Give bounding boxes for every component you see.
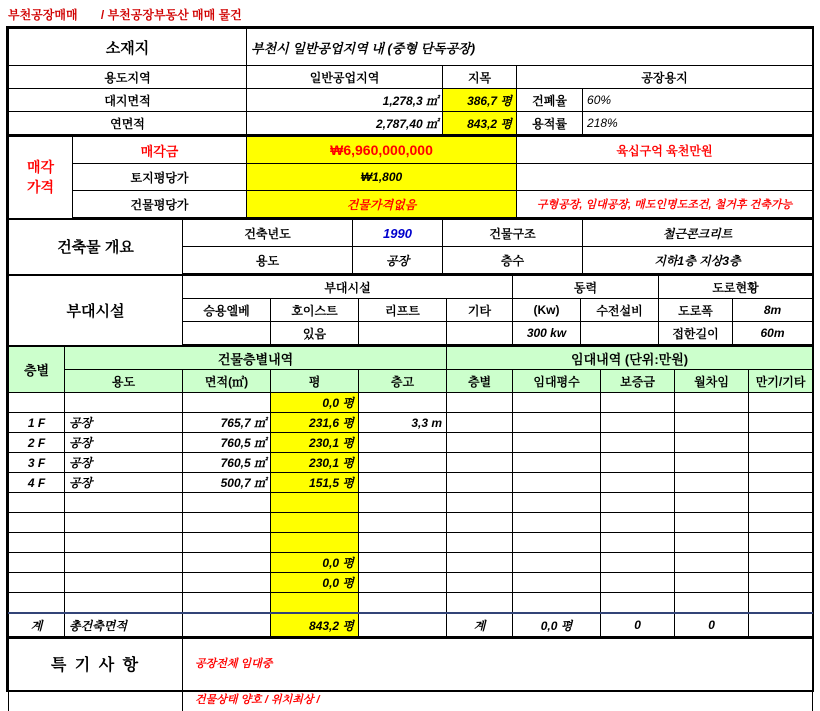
- lease-cell-rent: [675, 453, 749, 473]
- floor-cell-m2: [183, 553, 271, 573]
- facility-table: [8, 275, 813, 346]
- land-unit-price-note: [517, 164, 813, 191]
- lease-cell-floor: [447, 593, 513, 614]
- facility-col-hoist: 호이스트: [271, 299, 359, 322]
- floor-total-py: 843,2 평: [271, 613, 359, 637]
- floor-cell-floor: [9, 573, 65, 593]
- remarks-line-1: 공장전체 임대중: [183, 639, 813, 688]
- remarks-line-2: 건물상태 양호 / 위치최상 /: [183, 687, 813, 711]
- lease-cell-py: [513, 453, 601, 473]
- floor-cell-floor: [9, 513, 65, 533]
- power-kw-value: 300 kw: [513, 322, 581, 346]
- land-unit-price-label: 토지평당가: [73, 164, 247, 191]
- floor-cell-height: [359, 553, 447, 573]
- lease-cell-deposit: [601, 493, 675, 513]
- lease-total-py: 0,0 평: [513, 613, 601, 637]
- floor-cell-height: [359, 493, 447, 513]
- lease-cell-deposit: [601, 533, 675, 553]
- lease-cell-deposit: [601, 433, 675, 453]
- summary-table: [8, 28, 813, 136]
- floor-cell-use: [65, 573, 183, 593]
- lease-cell-etc: [749, 433, 813, 453]
- floor-table-corner: 층별: [9, 347, 65, 393]
- building-unit-price-label: 건물평당가: [73, 191, 247, 219]
- table-row: [9, 513, 813, 533]
- floor-cell-m2: [183, 393, 271, 413]
- lease-cell-etc: [749, 473, 813, 493]
- floor-cell-floor: [9, 493, 65, 513]
- building-outline-table: [8, 219, 813, 275]
- floors-value: 지하1층 지상3층: [583, 247, 813, 275]
- floor-cell-py: 0,0 평: [271, 553, 359, 573]
- lease-total-deposit: 0: [601, 613, 675, 637]
- floor-cell-use: [65, 493, 183, 513]
- sale-price-words: 육십구억 육천만원: [517, 137, 813, 164]
- lease-cell-floor: [447, 573, 513, 593]
- floor-cell-m2: [183, 493, 271, 513]
- far-value: 218%: [583, 112, 813, 136]
- facility-val-elevator: [183, 322, 271, 346]
- floor-cell-use: 공장: [65, 473, 183, 493]
- lease-cell-rent: [675, 533, 749, 553]
- facility-label: 부대시설: [9, 276, 183, 346]
- lease-header-deposit: 보증금: [601, 370, 675, 393]
- road-header: 도로현황: [659, 276, 813, 299]
- floor-cell-py: 0,0 평: [271, 573, 359, 593]
- road-width-label: 도로폭: [659, 299, 733, 322]
- site-area-label: 대지면적: [9, 89, 247, 112]
- lease-total-etc: [749, 613, 813, 637]
- lease-cell-etc: [749, 453, 813, 473]
- lease-cell-deposit: [601, 553, 675, 573]
- floors-label: 층수: [443, 247, 583, 275]
- price-group-label-1: 매각: [26, 159, 55, 176]
- floor-cell-m2: 500,7 ㎡: [183, 473, 271, 493]
- lease-cell-etc: [749, 593, 813, 614]
- total-floor-m2: 2,787,40 ㎡: [247, 112, 443, 136]
- power-water-label: 수전설비: [581, 299, 659, 322]
- location-label: 소재지: [9, 29, 247, 66]
- building-use-label: 용도: [183, 247, 353, 275]
- facility-val-lift: [359, 322, 447, 346]
- site-area-m2: 1,278,3 ㎡: [247, 89, 443, 112]
- location-value: 부천시 일반공업지역 내 (중형 단독공장): [247, 29, 813, 66]
- floor-cell-use: [65, 393, 183, 413]
- floor-header-m2: 면적(㎡): [183, 370, 271, 393]
- floor-total-m2: [183, 613, 271, 637]
- floor-cell-use: 공장: [65, 453, 183, 473]
- floor-cell-floor: [9, 533, 65, 553]
- detail-table: [8, 346, 813, 638]
- floor-header-use: 용도: [65, 370, 183, 393]
- price-group-label: [9, 137, 73, 219]
- structure-value: 철근콘크리트: [583, 220, 813, 247]
- power-water-value: [581, 322, 659, 346]
- lease-header-py: 임대평수: [513, 370, 601, 393]
- lease-cell-py: [513, 433, 601, 453]
- floor-cell-height: [359, 593, 447, 614]
- remarks-table: [8, 638, 813, 711]
- road-adjacent-label: 접한길이: [659, 322, 733, 346]
- floor-cell-floor: 2 F: [9, 433, 65, 453]
- lease-cell-py: [513, 533, 601, 553]
- lease-cell-rent: [675, 413, 749, 433]
- building-unit-price-value: 건물가격없음: [247, 191, 517, 219]
- lease-cell-py: [513, 553, 601, 573]
- road-adjacent-value: 60m: [733, 322, 813, 346]
- floor-cell-py: 230,1 평: [271, 453, 359, 473]
- floor-cell-use: [65, 533, 183, 553]
- lease-cell-py: [513, 513, 601, 533]
- table-row: [9, 553, 813, 573]
- lease-cell-deposit: [601, 393, 675, 413]
- lease-cell-rent: [675, 593, 749, 614]
- structure-label: 건물구조: [443, 220, 583, 247]
- property-sheet: [6, 26, 814, 706]
- zoning-label: 용도지역: [9, 66, 247, 89]
- lease-cell-etc: [749, 413, 813, 433]
- floor-cell-use: [65, 553, 183, 573]
- floor-cell-height: [359, 473, 447, 493]
- facility-header: 부대시설: [183, 276, 513, 299]
- floor-cell-py: [271, 593, 359, 614]
- lease-cell-rent: [675, 393, 749, 413]
- floor-header-height: 층고: [359, 370, 447, 393]
- lease-cell-etc: [749, 493, 813, 513]
- floor-cell-m2: [183, 593, 271, 614]
- total-floor-py: 843,2 평: [443, 112, 517, 136]
- floor-cell-py: [271, 533, 359, 553]
- power-header: 동력: [513, 276, 659, 299]
- floor-cell-py: [271, 493, 359, 513]
- floor-cell-height: [359, 433, 447, 453]
- lease-cell-deposit: [601, 573, 675, 593]
- sale-price-label: 매각금: [73, 137, 247, 164]
- lease-total-rent: 0: [675, 613, 749, 637]
- lease-cell-rent: [675, 493, 749, 513]
- lease-cell-rent: [675, 433, 749, 453]
- lease-cell-floor: [447, 533, 513, 553]
- lease-cell-floor: [447, 393, 513, 413]
- table-row: [9, 573, 813, 593]
- floor-table-title: 건물층별내역: [65, 347, 447, 370]
- floor-cell-py: 230,1 평: [271, 433, 359, 453]
- floor-cell-height: [359, 513, 447, 533]
- remarks-label: 특 기 사 항: [9, 639, 183, 688]
- floor-header-py: 평: [271, 370, 359, 393]
- lease-cell-py: [513, 413, 601, 433]
- lease-cell-etc: [749, 573, 813, 593]
- document-top-title: [8, 6, 242, 23]
- lease-cell-floor: [447, 453, 513, 473]
- lease-cell-floor: [447, 513, 513, 533]
- floor-cell-m2: 760,5 ㎡: [183, 453, 271, 473]
- zoning-value: 일반공업지역: [247, 66, 443, 89]
- land-category-value: 공장용지: [517, 66, 813, 89]
- far-label: 용적률: [517, 112, 583, 136]
- lease-cell-deposit: [601, 453, 675, 473]
- building-use-value: 공장: [353, 247, 443, 275]
- lease-cell-rent: [675, 513, 749, 533]
- build-year-label: 건축년도: [183, 220, 353, 247]
- land-category-label: 지목: [443, 66, 517, 89]
- table-row: [9, 413, 813, 433]
- table-row: [9, 433, 813, 453]
- floor-cell-floor: [9, 593, 65, 614]
- power-kw-label: (Kw): [513, 299, 581, 322]
- table-row: [9, 453, 813, 473]
- lease-cell-floor: [447, 473, 513, 493]
- sale-price-value: ₩6,960,000,000: [247, 137, 517, 164]
- lease-cell-deposit: [601, 513, 675, 533]
- table-row: [9, 473, 813, 493]
- lease-cell-py: [513, 593, 601, 614]
- floor-cell-height: [359, 533, 447, 553]
- lease-cell-etc: [749, 393, 813, 413]
- lease-total-label: 계: [447, 613, 513, 637]
- top-title-right: / 부천공장부동산 매매 물건: [100, 8, 242, 22]
- floor-cell-floor: [9, 553, 65, 573]
- road-width-value: 8m: [733, 299, 813, 322]
- lease-cell-floor: [447, 553, 513, 573]
- table-row: [9, 593, 813, 614]
- total-floor-label: 연면적: [9, 112, 247, 136]
- totals-row: [9, 613, 813, 637]
- table-row: [9, 493, 813, 513]
- floor-total-label: 계: [9, 613, 65, 637]
- floor-cell-use: [65, 593, 183, 614]
- lease-table-title: 임대내역 (단위:만원): [447, 347, 813, 370]
- lease-header-floor: 층별: [447, 370, 513, 393]
- facility-col-etc: 기타: [447, 299, 513, 322]
- floor-total-name: 총건축면적: [65, 613, 183, 637]
- floor-cell-py: [271, 513, 359, 533]
- floor-cell-use: 공장: [65, 433, 183, 453]
- bcr-value: 60%: [583, 89, 813, 112]
- price-group-label-2: 가격: [26, 179, 55, 196]
- lease-cell-floor: [447, 413, 513, 433]
- lease-header-rent: 월차임: [675, 370, 749, 393]
- floor-cell-floor: 3 F: [9, 453, 65, 473]
- lease-cell-py: [513, 573, 601, 593]
- build-year-value: 1990: [353, 220, 443, 247]
- lease-cell-rent: [675, 473, 749, 493]
- floor-cell-use: [65, 513, 183, 533]
- floor-cell-use: 공장: [65, 413, 183, 433]
- land-unit-price-value: ₩1,800: [247, 164, 517, 191]
- price-note: 구형공장, 임대공장, 매도인명도조건, 철거후 건축가능: [517, 191, 813, 219]
- price-table: [8, 136, 813, 219]
- facility-col-lift: 리프트: [359, 299, 447, 322]
- facility-val-hoist: 있음: [271, 322, 359, 346]
- floor-cell-height: [359, 453, 447, 473]
- floor-cell-floor: 1 F: [9, 413, 65, 433]
- floor-cell-py: 231,6 평: [271, 413, 359, 433]
- floor-cell-m2: [183, 533, 271, 553]
- lease-cell-deposit: [601, 593, 675, 614]
- table-row: [9, 533, 813, 553]
- floor-cell-floor: [9, 393, 65, 413]
- lease-cell-etc: [749, 533, 813, 553]
- floor-cell-py: 151,5 평: [271, 473, 359, 493]
- lease-cell-etc: [749, 553, 813, 573]
- lease-cell-etc: [749, 513, 813, 533]
- floor-cell-height: 3,3 m: [359, 413, 447, 433]
- site-area-py: 386,7 평: [443, 89, 517, 112]
- lease-cell-deposit: [601, 473, 675, 493]
- lease-cell-rent: [675, 553, 749, 573]
- floor-cell-m2: [183, 513, 271, 533]
- lease-cell-floor: [447, 493, 513, 513]
- floor-cell-m2: 760,5 ㎡: [183, 433, 271, 453]
- lease-cell-py: [513, 393, 601, 413]
- building-outline-label: 건축물 개요: [9, 220, 183, 275]
- lease-cell-rent: [675, 573, 749, 593]
- floor-cell-height: [359, 573, 447, 593]
- floor-total-height: [359, 613, 447, 637]
- lease-header-etc: 만기/기타: [749, 370, 813, 393]
- lease-cell-py: [513, 493, 601, 513]
- floor-cell-py: 0,0 평: [271, 393, 359, 413]
- lease-cell-floor: [447, 433, 513, 453]
- bcr-label: 건폐율: [517, 89, 583, 112]
- facility-val-etc: [447, 322, 513, 346]
- lease-cell-deposit: [601, 413, 675, 433]
- lease-cell-py: [513, 473, 601, 493]
- table-row: [9, 393, 813, 413]
- floor-cell-height: [359, 393, 447, 413]
- facility-col-elevator: 승용엘베: [183, 299, 271, 322]
- remarks-label-spacer: [9, 687, 183, 711]
- floor-cell-m2: 765,7 ㎡: [183, 413, 271, 433]
- top-title-left: 부천공장매매: [8, 8, 78, 22]
- floor-cell-m2: [183, 573, 271, 593]
- floor-cell-floor: 4 F: [9, 473, 65, 493]
